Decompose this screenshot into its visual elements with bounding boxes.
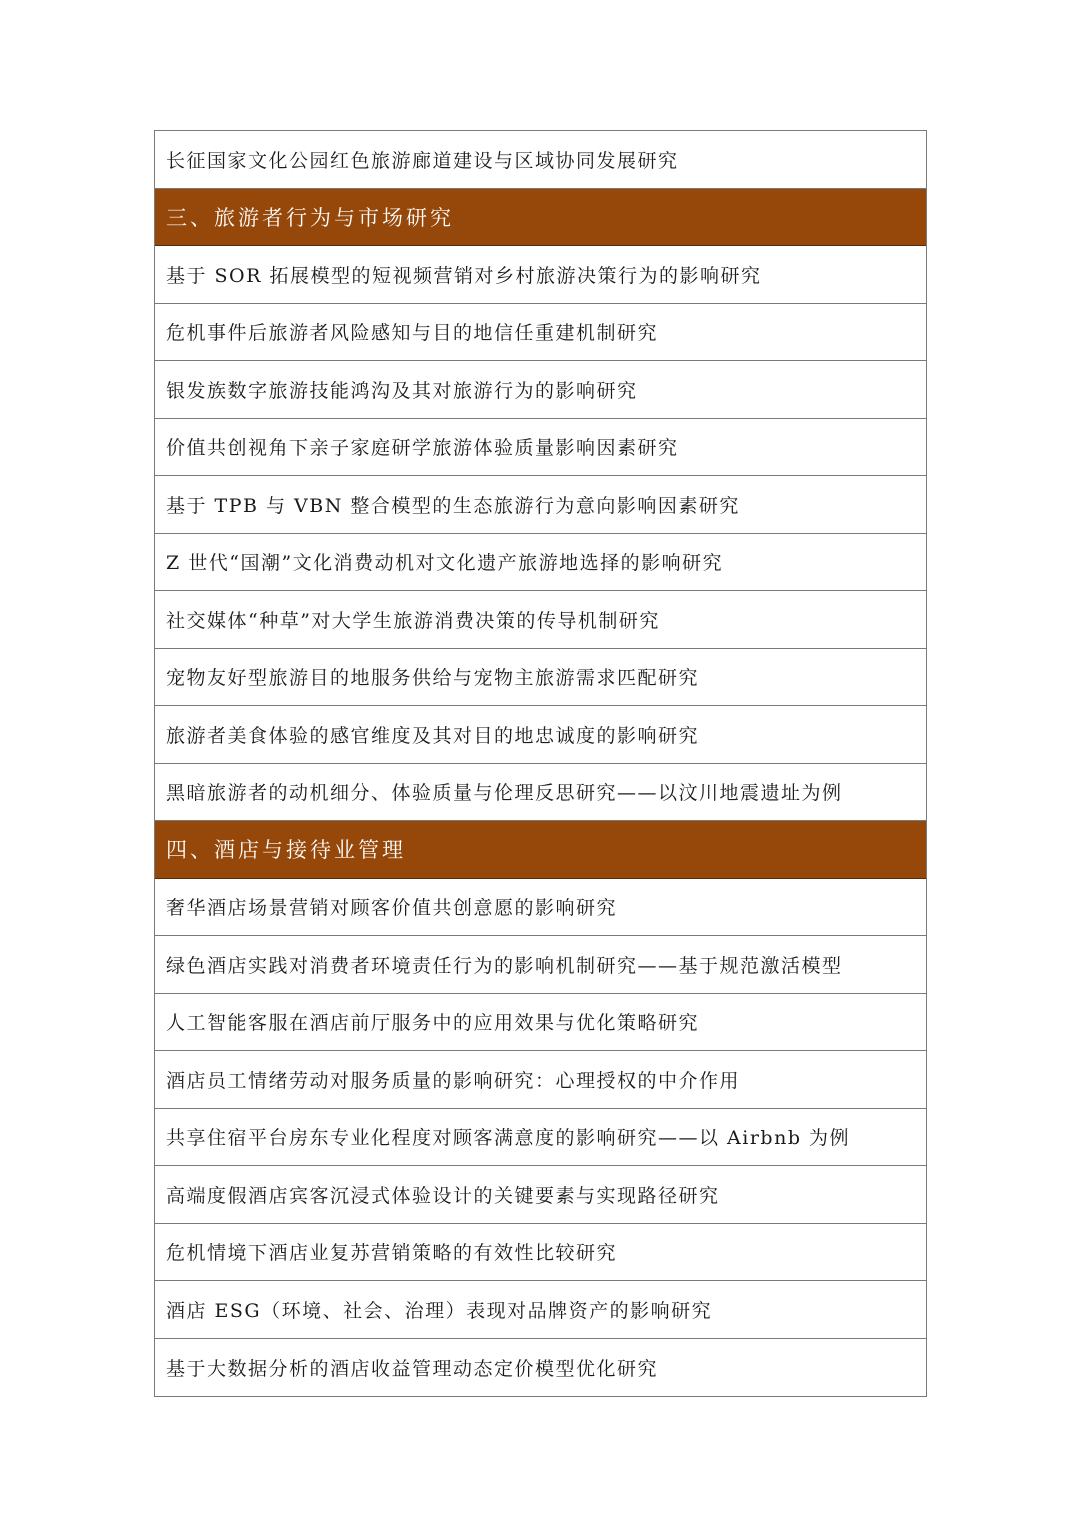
topic-row: 长征国家文化公园红色旅游廊道建设与区域协同发展研究 (155, 131, 926, 189)
topic-row: 酒店 ESG（环境、社会、治理）表现对品牌资产的影响研究 (155, 1281, 926, 1339)
section-header-hotel-management: 四、酒店与接待业管理 (155, 821, 926, 879)
topic-row: Z 世代“国潮”文化消费动机对文化遗产旅游地选择的影响研究 (155, 534, 926, 592)
topic-row: 基于 TPB 与 VBN 整合模型的生态旅游行为意向影响因素研究 (155, 476, 926, 534)
topic-row: 黑暗旅游者的动机细分、体验质量与伦理反思研究——以汶川地震遗址为例 (155, 764, 926, 822)
topic-row: 共享住宿平台房东专业化程度对顾客满意度的影响研究——以 Airbnb 为例 (155, 1109, 926, 1167)
topic-row: 绿色酒店实践对消费者环境责任行为的影响机制研究——基于规范激活模型 (155, 936, 926, 994)
topic-row: 危机事件后旅游者风险感知与目的地信任重建机制研究 (155, 304, 926, 362)
topic-row: 旅游者美食体验的感官维度及其对目的地忠诚度的影响研究 (155, 706, 926, 764)
topic-row: 宠物友好型旅游目的地服务供给与宠物主旅游需求匹配研究 (155, 649, 926, 707)
topic-row: 危机情境下酒店业复苏营销策略的有效性比较研究 (155, 1224, 926, 1282)
topic-row: 基于大数据分析的酒店收益管理动态定价模型优化研究 (166, 1357, 659, 1380)
topic-row: 人工智能客服在酒店前厅服务中的应用效果与优化策略研究 (155, 994, 926, 1052)
topic-row: 酒店员工情绪劳动对服务质量的影响研究：心理授权的中介作用 (155, 1051, 926, 1109)
topic-row: 价值共创视角下亲子家庭研学旅游体验质量影响因素研究 (155, 419, 926, 477)
topic-row: 社交媒体“种草”对大学生旅游消费决策的传导机制研究 (155, 591, 926, 649)
research-topics-table (154, 130, 927, 1397)
section-header-tourist-behavior: 三、旅游者行为与市场研究 (155, 189, 926, 247)
topic-row: 银发族数字旅游技能鸿沟及其对旅游行为的影响研究 (155, 361, 926, 419)
topic-row: 高端度假酒店宾客沉浸式体验设计的关键要素与实现路径研究 (155, 1166, 926, 1224)
topic-row: 奢华酒店场景营销对顾客价值共创意愿的影响研究 (155, 879, 926, 937)
topic-row: 基于 SOR 拓展模型的短视频营销对乡村旅游决策行为的影响研究 (155, 246, 926, 304)
